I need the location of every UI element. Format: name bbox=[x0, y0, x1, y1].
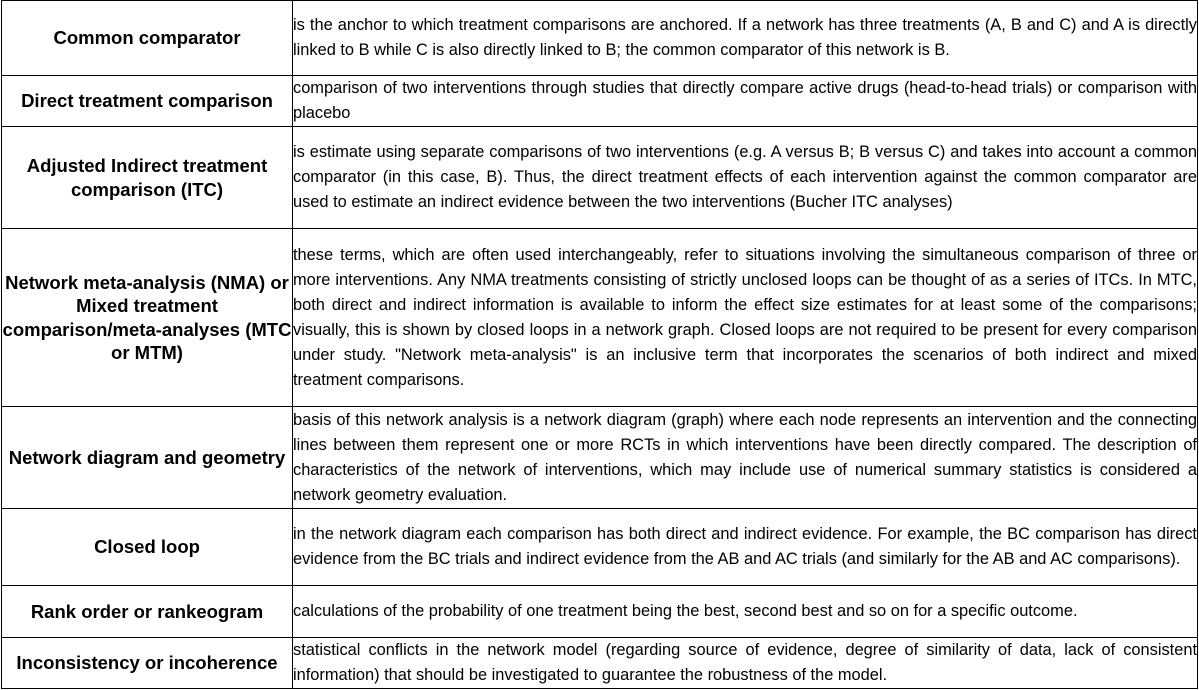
term-label: Closed loop bbox=[94, 536, 200, 558]
definition-text: basis of this network analysis is a network diagram (graph) where each node represents an intervention and the connecting lines between them represent one or more RCTs in which interventions have been directly compared. The description of characteristics of the network of interventions, which may include use of numerical summary statistics is considered a network geometry evaluation. bbox=[293, 410, 1197, 504]
definition-text: calculations of the probability of one treatment being the best, second best and so on for a specific outcome. bbox=[293, 602, 1078, 620]
term-cell bbox=[2, 509, 293, 586]
term-cell bbox=[2, 229, 293, 407]
definition-text: statistical conflicts in the network model (regarding source of evidence, degree of similarity of data, lack of consistent information) that should be investigated to guarantee the robustness of the model. bbox=[293, 641, 1197, 684]
table-row bbox=[2, 509, 1198, 586]
term-label: Network diagram and geometry bbox=[8, 446, 286, 468]
definition-cell bbox=[293, 586, 1198, 638]
definition-text: in the network diagram each comparison has both direct and indirect evidence. For example, the BC comparison has direct evidence from the BC trials and indirect evidence from the AB and AC trials (and similarly for the AB and AC comparisons). bbox=[293, 525, 1197, 568]
table-row bbox=[2, 407, 1198, 509]
table-row bbox=[2, 127, 1198, 229]
definition-text: is the anchor to which treatment comparisons are anchored. If a network has three treatments (A, B and C) and A is directly linked to B while C is also directly linked to B; the common comparator of this network is B. bbox=[293, 16, 1197, 59]
table-row bbox=[2, 586, 1198, 638]
definition-cell bbox=[293, 407, 1198, 509]
term-label: Rank order or rankeogram bbox=[30, 600, 264, 622]
definition-cell bbox=[293, 1, 1198, 76]
term-label: Inconsistency or incoherence bbox=[16, 652, 278, 674]
definition-cell bbox=[293, 638, 1198, 689]
term-cell bbox=[2, 127, 293, 229]
term-label: Common comparator bbox=[53, 27, 241, 49]
definition-text: is estimate using separate comparisons of two interventions (e.g. A versus B; B versus C) and takes into account a common comparator (in this case, B). Thus, the direct treatment effects of each intervention against the common comparator are used to estimate an indirect evidence between the two interventions (Bucher ITC analyses) bbox=[293, 143, 1197, 211]
glossary-table bbox=[1, 0, 1198, 689]
term-label: Direct treatment comparison bbox=[21, 90, 273, 112]
term-cell bbox=[2, 407, 293, 509]
table-row bbox=[2, 76, 1198, 127]
term-cell bbox=[2, 1, 293, 76]
term-cell bbox=[2, 586, 293, 638]
table-row bbox=[2, 229, 1198, 407]
term-label: Adjusted Indirect treatment comparison (ITC) bbox=[26, 155, 268, 200]
term-label: Network meta-analysis (NMA) or Mixed treatment comparison/meta-analyses (MTC or MTM) bbox=[2, 271, 292, 363]
term-cell bbox=[2, 76, 293, 127]
table-row bbox=[2, 638, 1198, 689]
definition-text: these terms, which are often used interchangeably, refer to situations involving the simultaneous comparison of three or more interventions. Any NMA treatments consisting of strictly unclosed loops can be thought of as a series of ITCs. In MTC, both direct and indirect information is available to inform the effect size estimates for at least some of the comparisons; visually, this is shown by closed loops in a network graph. Closed loops are not required to be present for every comparison under study. "Network meta-analysis" is an inclusive term that incorporates the scenarios of both indirect and mixed treatment comparisons. bbox=[293, 245, 1197, 389]
definition-cell bbox=[293, 229, 1198, 407]
term-cell bbox=[2, 638, 293, 689]
definition-cell bbox=[293, 127, 1198, 229]
definition-cell bbox=[293, 509, 1198, 586]
table-row bbox=[2, 1, 1198, 76]
definition-cell bbox=[293, 76, 1198, 127]
definition-text: comparison of two interventions through studies that directly compare active drugs (head-to-head trials) or comparison with placebo bbox=[293, 79, 1197, 122]
